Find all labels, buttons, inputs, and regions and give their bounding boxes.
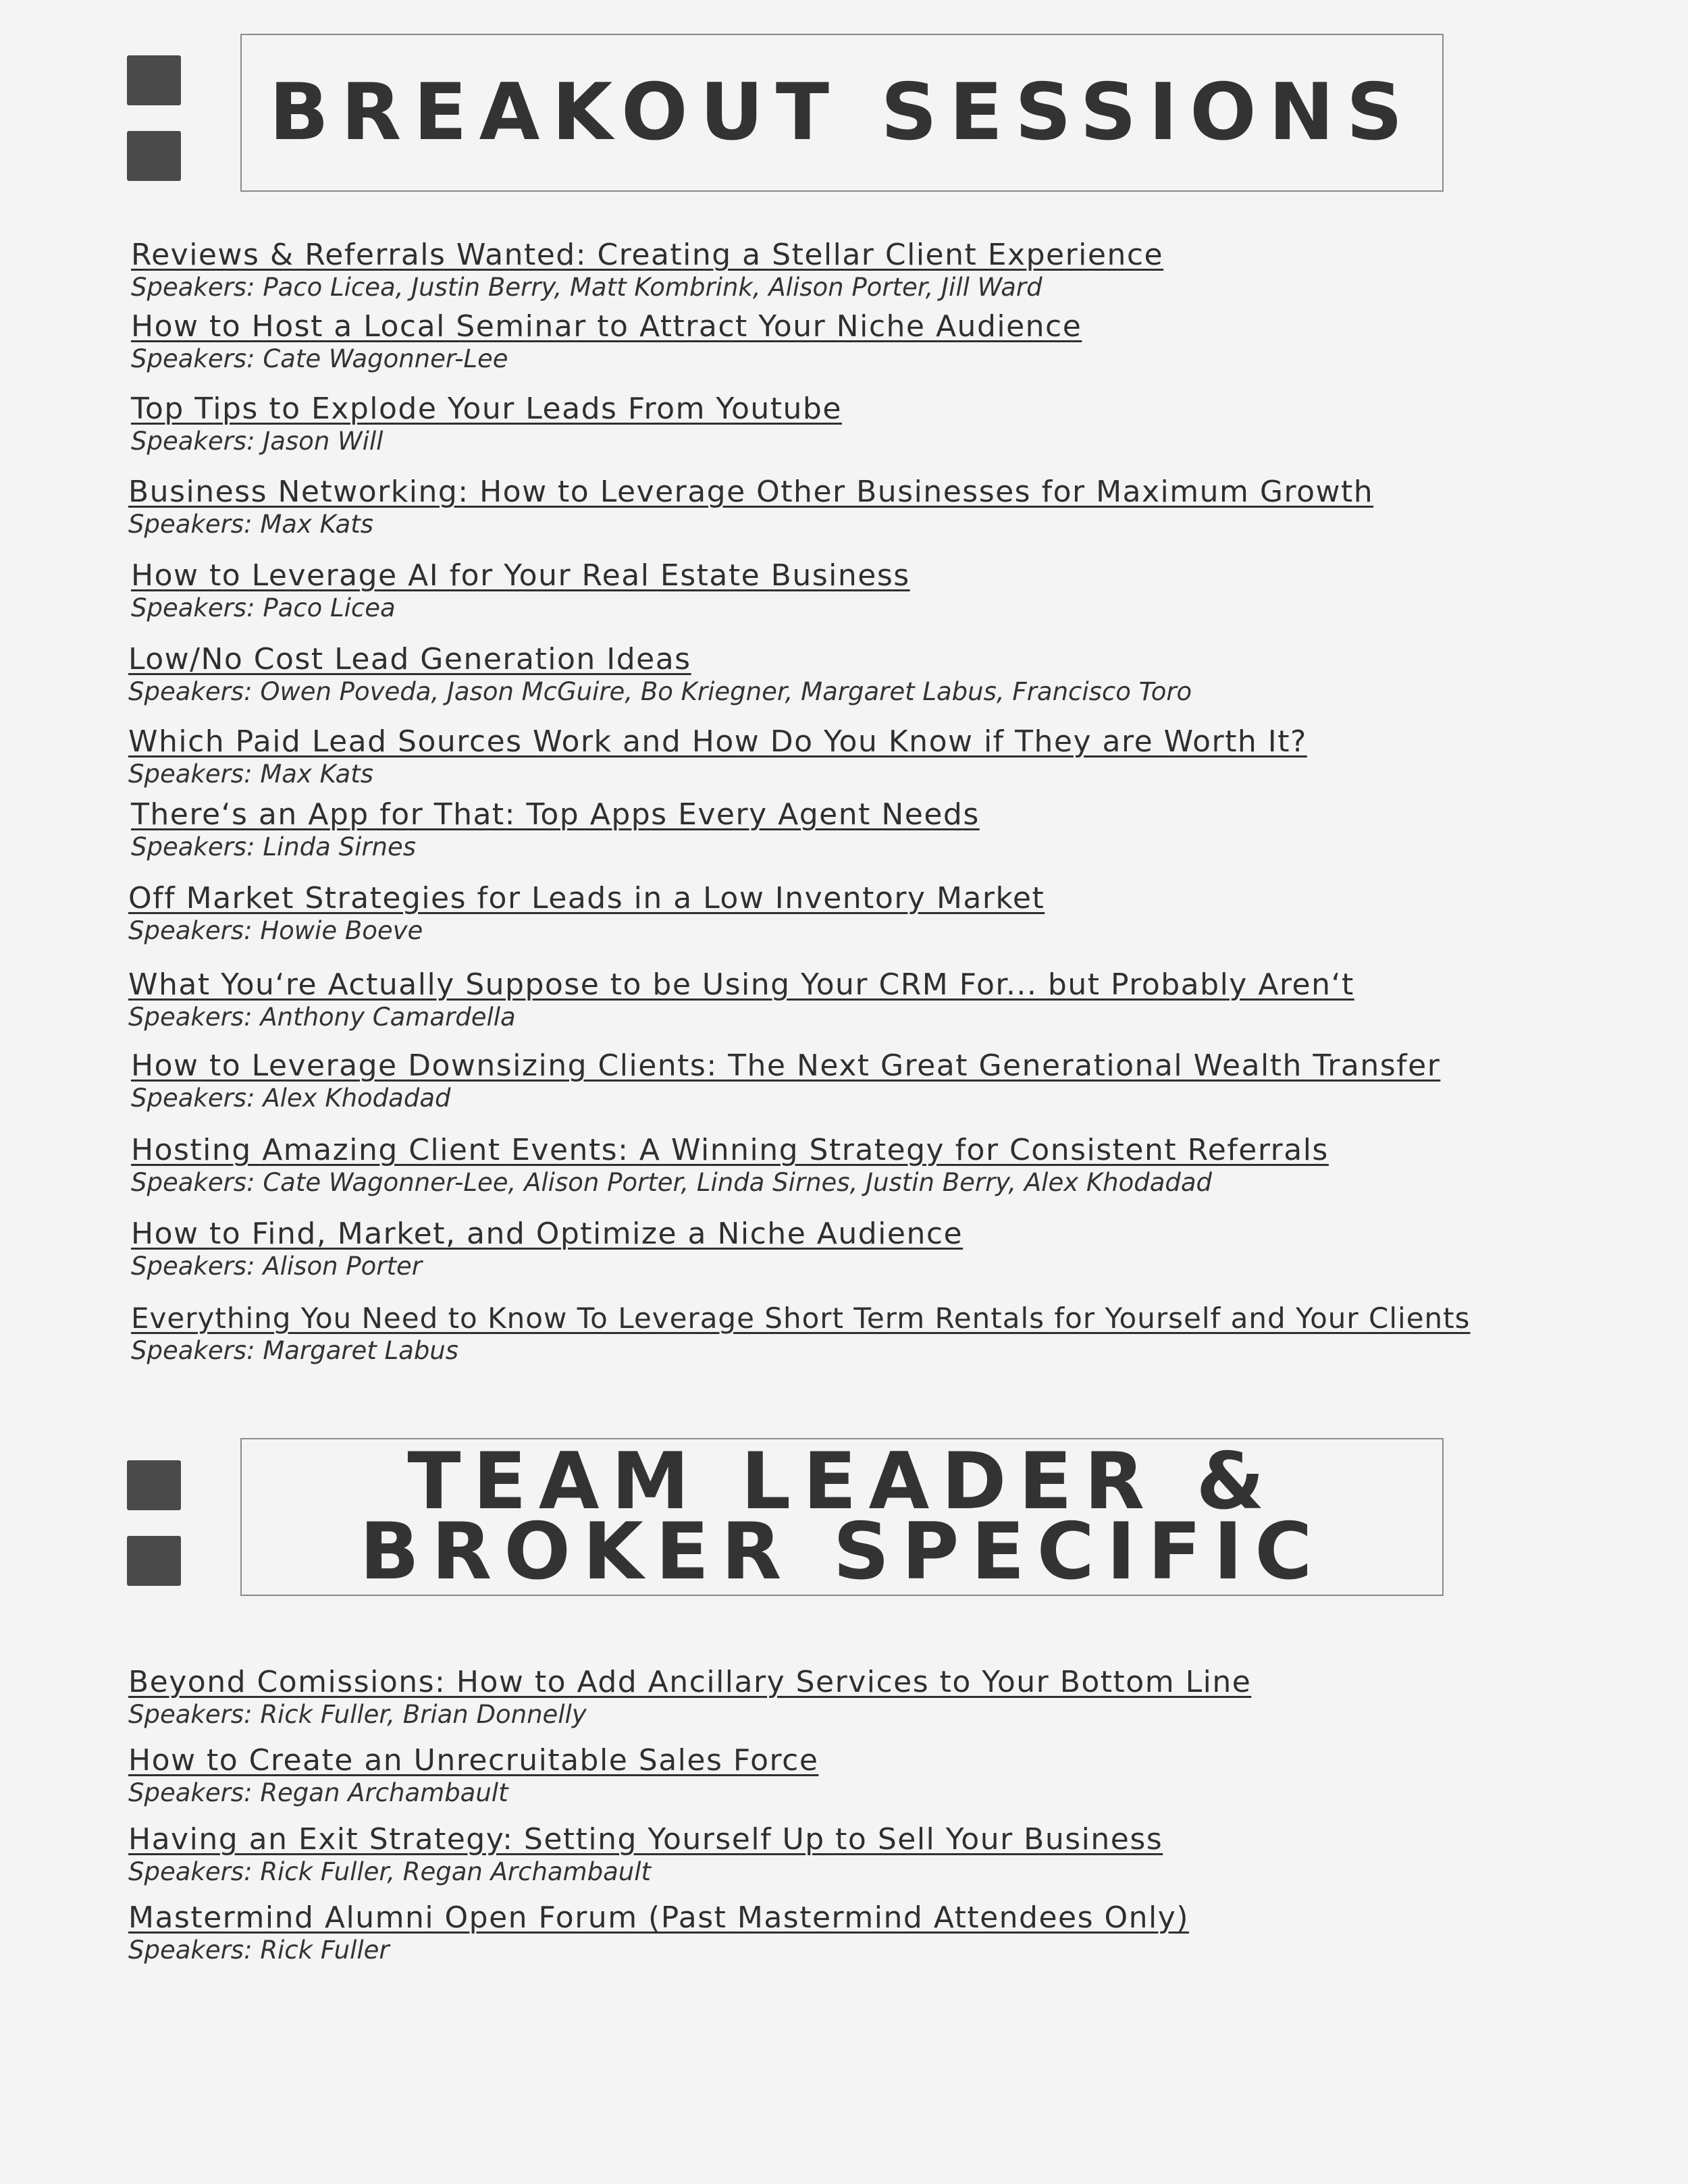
session-speakers: Speakers: Howie Boeve	[128, 916, 423, 945]
session-title-link[interactable]: Having an Exit Strategy: Setting Yourself Up to Sell Your Business	[128, 1822, 1163, 1857]
list-item	[128, 475, 1373, 539]
team-leader-broker-title	[359, 1436, 1325, 1597]
session-speakers: Speakers: Cate Wagonner-Lee, Alison Porter, Linda Sirnes, Justin Berry, Alex Khodadad	[131, 1168, 1213, 1197]
session-title-link[interactable]: How to Create an Unrecruitable Sales Force	[128, 1743, 819, 1778]
decorative-square-icon	[127, 131, 181, 181]
list-item	[128, 1743, 818, 1808]
session-speakers: Speakers: Max Kats	[128, 760, 373, 789]
session-title-link[interactable]: Off Market Strategies for Leads in a Low Inventory Market	[128, 881, 1045, 915]
decorative-square-icon	[127, 1460, 181, 1510]
session-title-link[interactable]: Beyond Comissions: How to Add Ancillary Services to Your Bottom Line	[128, 1665, 1252, 1699]
list-item	[131, 797, 980, 862]
list-item	[131, 558, 910, 623]
session-speakers: Speakers: Rick Fuller, Brian Donnelly	[128, 1700, 587, 1729]
session-speakers: Speakers: Margaret Labus	[131, 1336, 459, 1365]
list-item	[128, 1822, 1163, 1887]
list-item	[128, 1900, 1189, 1965]
session-title-link[interactable]: Mastermind Alumni Open Forum (Past Mastermind Attendees Only)	[128, 1900, 1189, 1935]
breakout-sessions-title: BREAKOUT SESSIONS	[269, 67, 1415, 158]
list-item	[128, 1665, 1251, 1730]
session-speakers: Speakers: Anthony Camardella	[128, 1003, 516, 1032]
session-title-link[interactable]: Low/No Cost Lead Generation Ideas	[128, 642, 691, 676]
team-title-line-2: BROKER SPECIFIC	[359, 1506, 1325, 1597]
list-item	[128, 724, 1307, 789]
session-speakers: Speakers: Rick Fuller	[128, 1936, 390, 1965]
list-item	[131, 1217, 963, 1281]
session-title-link[interactable]: There‘s an App for That: Top Apps Every Agent Needs	[131, 797, 980, 832]
session-title-link[interactable]: How to Host a Local Seminar to Attract Your Niche Audience	[131, 309, 1082, 344]
session-title-link[interactable]: How to Find, Market, and Optimize a Niche Audience	[131, 1217, 964, 1251]
session-speakers: Speakers: Owen Poveda, Jason McGuire, Bo Kriegner, Margaret Labus, Francisco Toro	[128, 677, 1192, 706]
session-speakers: Speakers: Max Kats	[128, 510, 373, 539]
list-item	[128, 967, 1354, 1032]
list-item	[128, 642, 1192, 707]
list-item	[128, 881, 1045, 946]
session-title-link[interactable]: How to Leverage AI for Your Real Estate Business	[131, 558, 910, 593]
session-speakers: Speakers: Regan Archambault	[128, 1778, 508, 1807]
session-speakers: Speakers: Paco Licea, Justin Berry, Matt Kombrink, Alison Porter, Jill Ward	[131, 273, 1043, 302]
session-title-link[interactable]: Everything You Need to Know To Leverage Short Term Rentals for Yourself and Your Clients	[131, 1302, 1471, 1335]
list-item	[131, 1133, 1329, 1198]
list-item	[131, 1301, 1471, 1366]
session-title-link[interactable]: How to Leverage Downsizing Clients: The Next Great Generational Wealth Transfer	[131, 1048, 1441, 1083]
list-item	[131, 238, 1163, 302]
session-speakers: Speakers: Jason Will	[131, 427, 384, 456]
team-title-line-1: TEAM LEADER &	[407, 1436, 1277, 1527]
session-title-link[interactable]: Which Paid Lead Sources Work and How Do You Know if They are Worth It?	[128, 724, 1307, 759]
session-title-link[interactable]: Reviews & Referrals Wanted: Creating a Stellar Client Experience	[131, 238, 1164, 272]
decorative-square-icon	[127, 1536, 181, 1586]
decorative-square-icon	[127, 55, 181, 105]
list-item	[131, 309, 1082, 374]
session-speakers: Speakers: Alex Khodadad	[131, 1084, 451, 1113]
list-item	[131, 392, 842, 456]
session-speakers: Speakers: Paco Licea	[131, 593, 396, 622]
team-leader-broker-header	[240, 1438, 1444, 1596]
session-title-link[interactable]: Hosting Amazing Client Events: A Winning Strategy for Consistent Referrals	[131, 1133, 1329, 1167]
session-speakers: Speakers: Cate Wagonner-Lee	[131, 344, 508, 373]
session-title-link[interactable]: What You‘re Actually Suppose to be Using Your CRM For... but Probably Aren‘t	[128, 967, 1354, 1002]
session-title-link[interactable]: Top Tips to Explode Your Leads From Youtube	[131, 392, 842, 426]
session-speakers: Speakers: Linda Sirnes	[131, 832, 417, 861]
session-title-link[interactable]: Business Networking: How to Leverage Other Businesses for Maximum Growth	[128, 475, 1374, 509]
list-item	[131, 1048, 1440, 1113]
breakout-sessions-header	[240, 34, 1444, 192]
session-speakers: Speakers: Rick Fuller, Regan Archambault	[128, 1857, 652, 1886]
session-speakers: Speakers: Alison Porter	[131, 1252, 422, 1281]
